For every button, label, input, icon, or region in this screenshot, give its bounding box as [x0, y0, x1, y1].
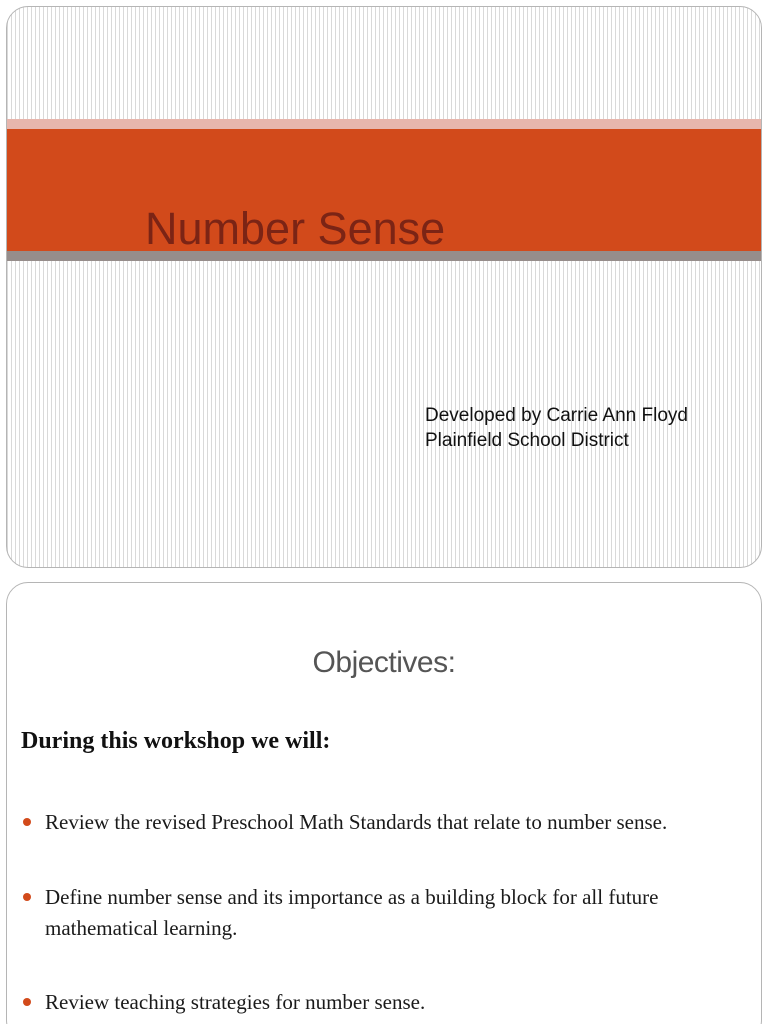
title-slide: [6, 6, 762, 568]
top-accent-strip: [7, 119, 761, 129]
author-line: Developed by Carrie Ann Floyd: [425, 405, 688, 426]
slide-subtitle: [425, 403, 688, 453]
list-item: [7, 987, 445, 1018]
list-item-text: Review teaching strategies for number sense.: [45, 990, 426, 1014]
district-line: Plainfield School District: [425, 430, 629, 451]
list-item-text: Define number sense and its importance as a building block for all future mathematical learning.: [45, 885, 659, 940]
list-item-text: Review the revised Preschool Math Standards that relate to number sense.: [45, 810, 668, 834]
list-item: [7, 807, 687, 838]
objectives-slide: [6, 582, 762, 1024]
bullet-dot-icon: [23, 893, 31, 901]
list-item: [7, 882, 761, 944]
slide-title: Number Sense: [145, 203, 446, 254]
slide-heading: Objectives:: [312, 646, 456, 679]
intro-text: During this workshop we will:: [21, 728, 331, 754]
bullet-dot-icon: [23, 818, 31, 826]
bullet-dot-icon: [23, 998, 31, 1006]
